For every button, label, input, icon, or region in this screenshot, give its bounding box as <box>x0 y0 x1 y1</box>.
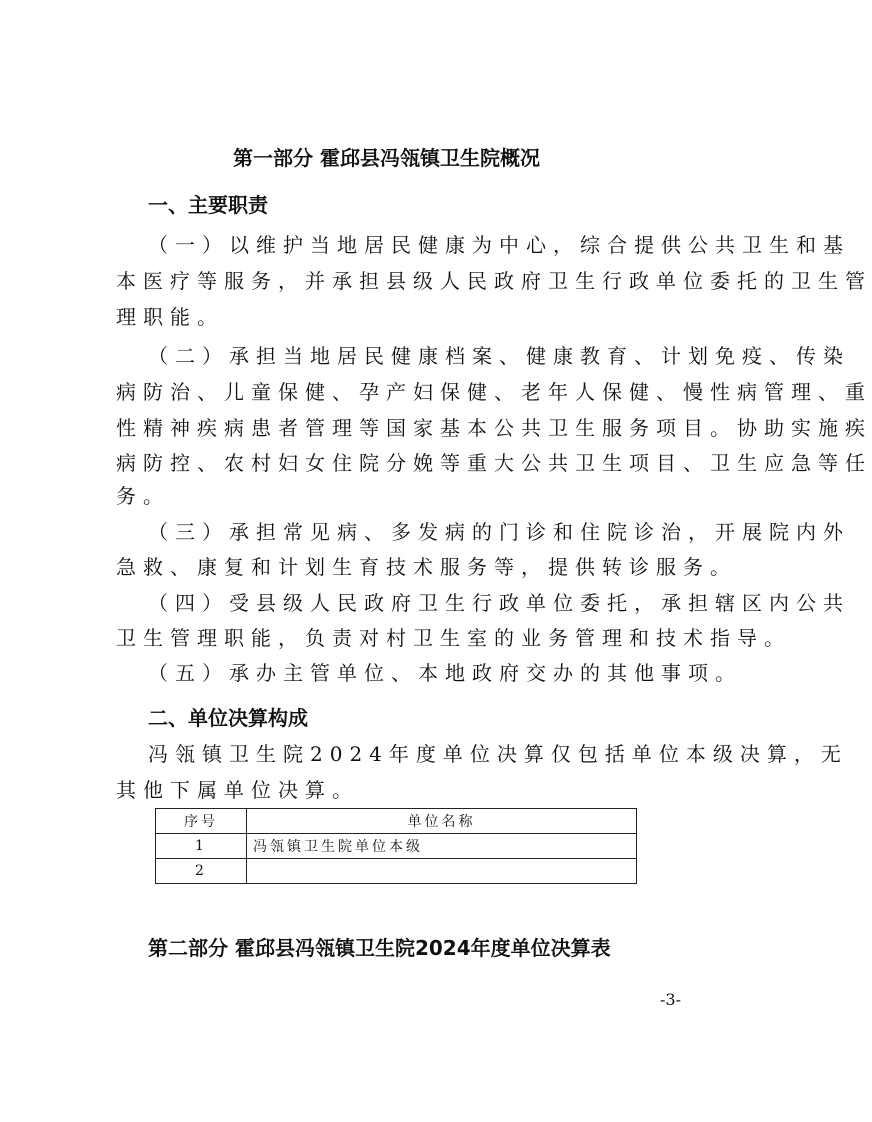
paragraph-line: （三）承担常见病、多发病的门诊和住院诊治，开展院内外 <box>148 520 850 544</box>
section1-heading: 一、主要职责 <box>148 193 268 217</box>
unit-table <box>155 808 637 884</box>
page-number: -3- <box>660 990 681 1009</box>
paragraph-line: 病防治、儿童保健、孕产妇保健、老年人保健、慢性病管理、重 <box>116 380 872 404</box>
paragraph-line: 本医疗等服务，并承担县级人民政府卫生行政单位委托的卫生管 <box>116 269 872 293</box>
paragraph-line: 其他下属单位决算。 <box>116 778 359 802</box>
paragraph-line: 性精神疾病患者管理等国家基本公共卫生服务项目。协助实施疾 <box>116 416 872 440</box>
header-unit-name: 单位名称 <box>247 809 637 834</box>
paragraph-line: 务。 <box>116 484 170 508</box>
paragraph-line: 卫生管理职能，负责对村卫生室的业务管理和技术指导。 <box>116 626 791 650</box>
table-header-row <box>156 809 637 834</box>
cell-unit-name: 冯瓴镇卫生院单位本级 <box>247 834 637 859</box>
part1-title: 第一部分 霍邱县冯瓴镇卫生院概况 <box>233 146 540 170</box>
cell-index: 2 <box>156 859 247 884</box>
paragraph-line: （四）受县级人民政府卫生行政单位委托，承担辖区内公共 <box>148 591 850 615</box>
header-index: 序号 <box>156 809 247 834</box>
paragraph-line: 理职能。 <box>116 305 224 329</box>
table-row <box>156 834 637 859</box>
paragraph-line: 冯瓴镇卫生院2024年度单位决算仅包括单位本级决算，无 <box>148 742 848 766</box>
section2-heading: 二、单位决算构成 <box>148 706 308 730</box>
paragraph-line: （二）承担当地居民健康档案、健康教育、计划免疫、传染 <box>148 344 850 368</box>
cell-unit-name <box>247 859 637 884</box>
paragraph-line: 急救、康复和计划生育技术服务等，提供转诊服务。 <box>116 555 737 579</box>
table-row <box>156 859 637 884</box>
paragraph-line: （一）以维护当地居民健康为中心，综合提供公共卫生和基 <box>148 233 850 257</box>
paragraph-line: （五）承办主管单位、本地政府交办的其他事项。 <box>148 661 742 685</box>
part2-title: 第二部分 霍邱县冯瓴镇卫生院2024年度单位决算表 <box>148 936 611 960</box>
paragraph-line: 病防控、农村妇女住院分娩等重大公共卫生项目、卫生应急等任 <box>116 451 872 475</box>
cell-index: 1 <box>156 834 247 859</box>
